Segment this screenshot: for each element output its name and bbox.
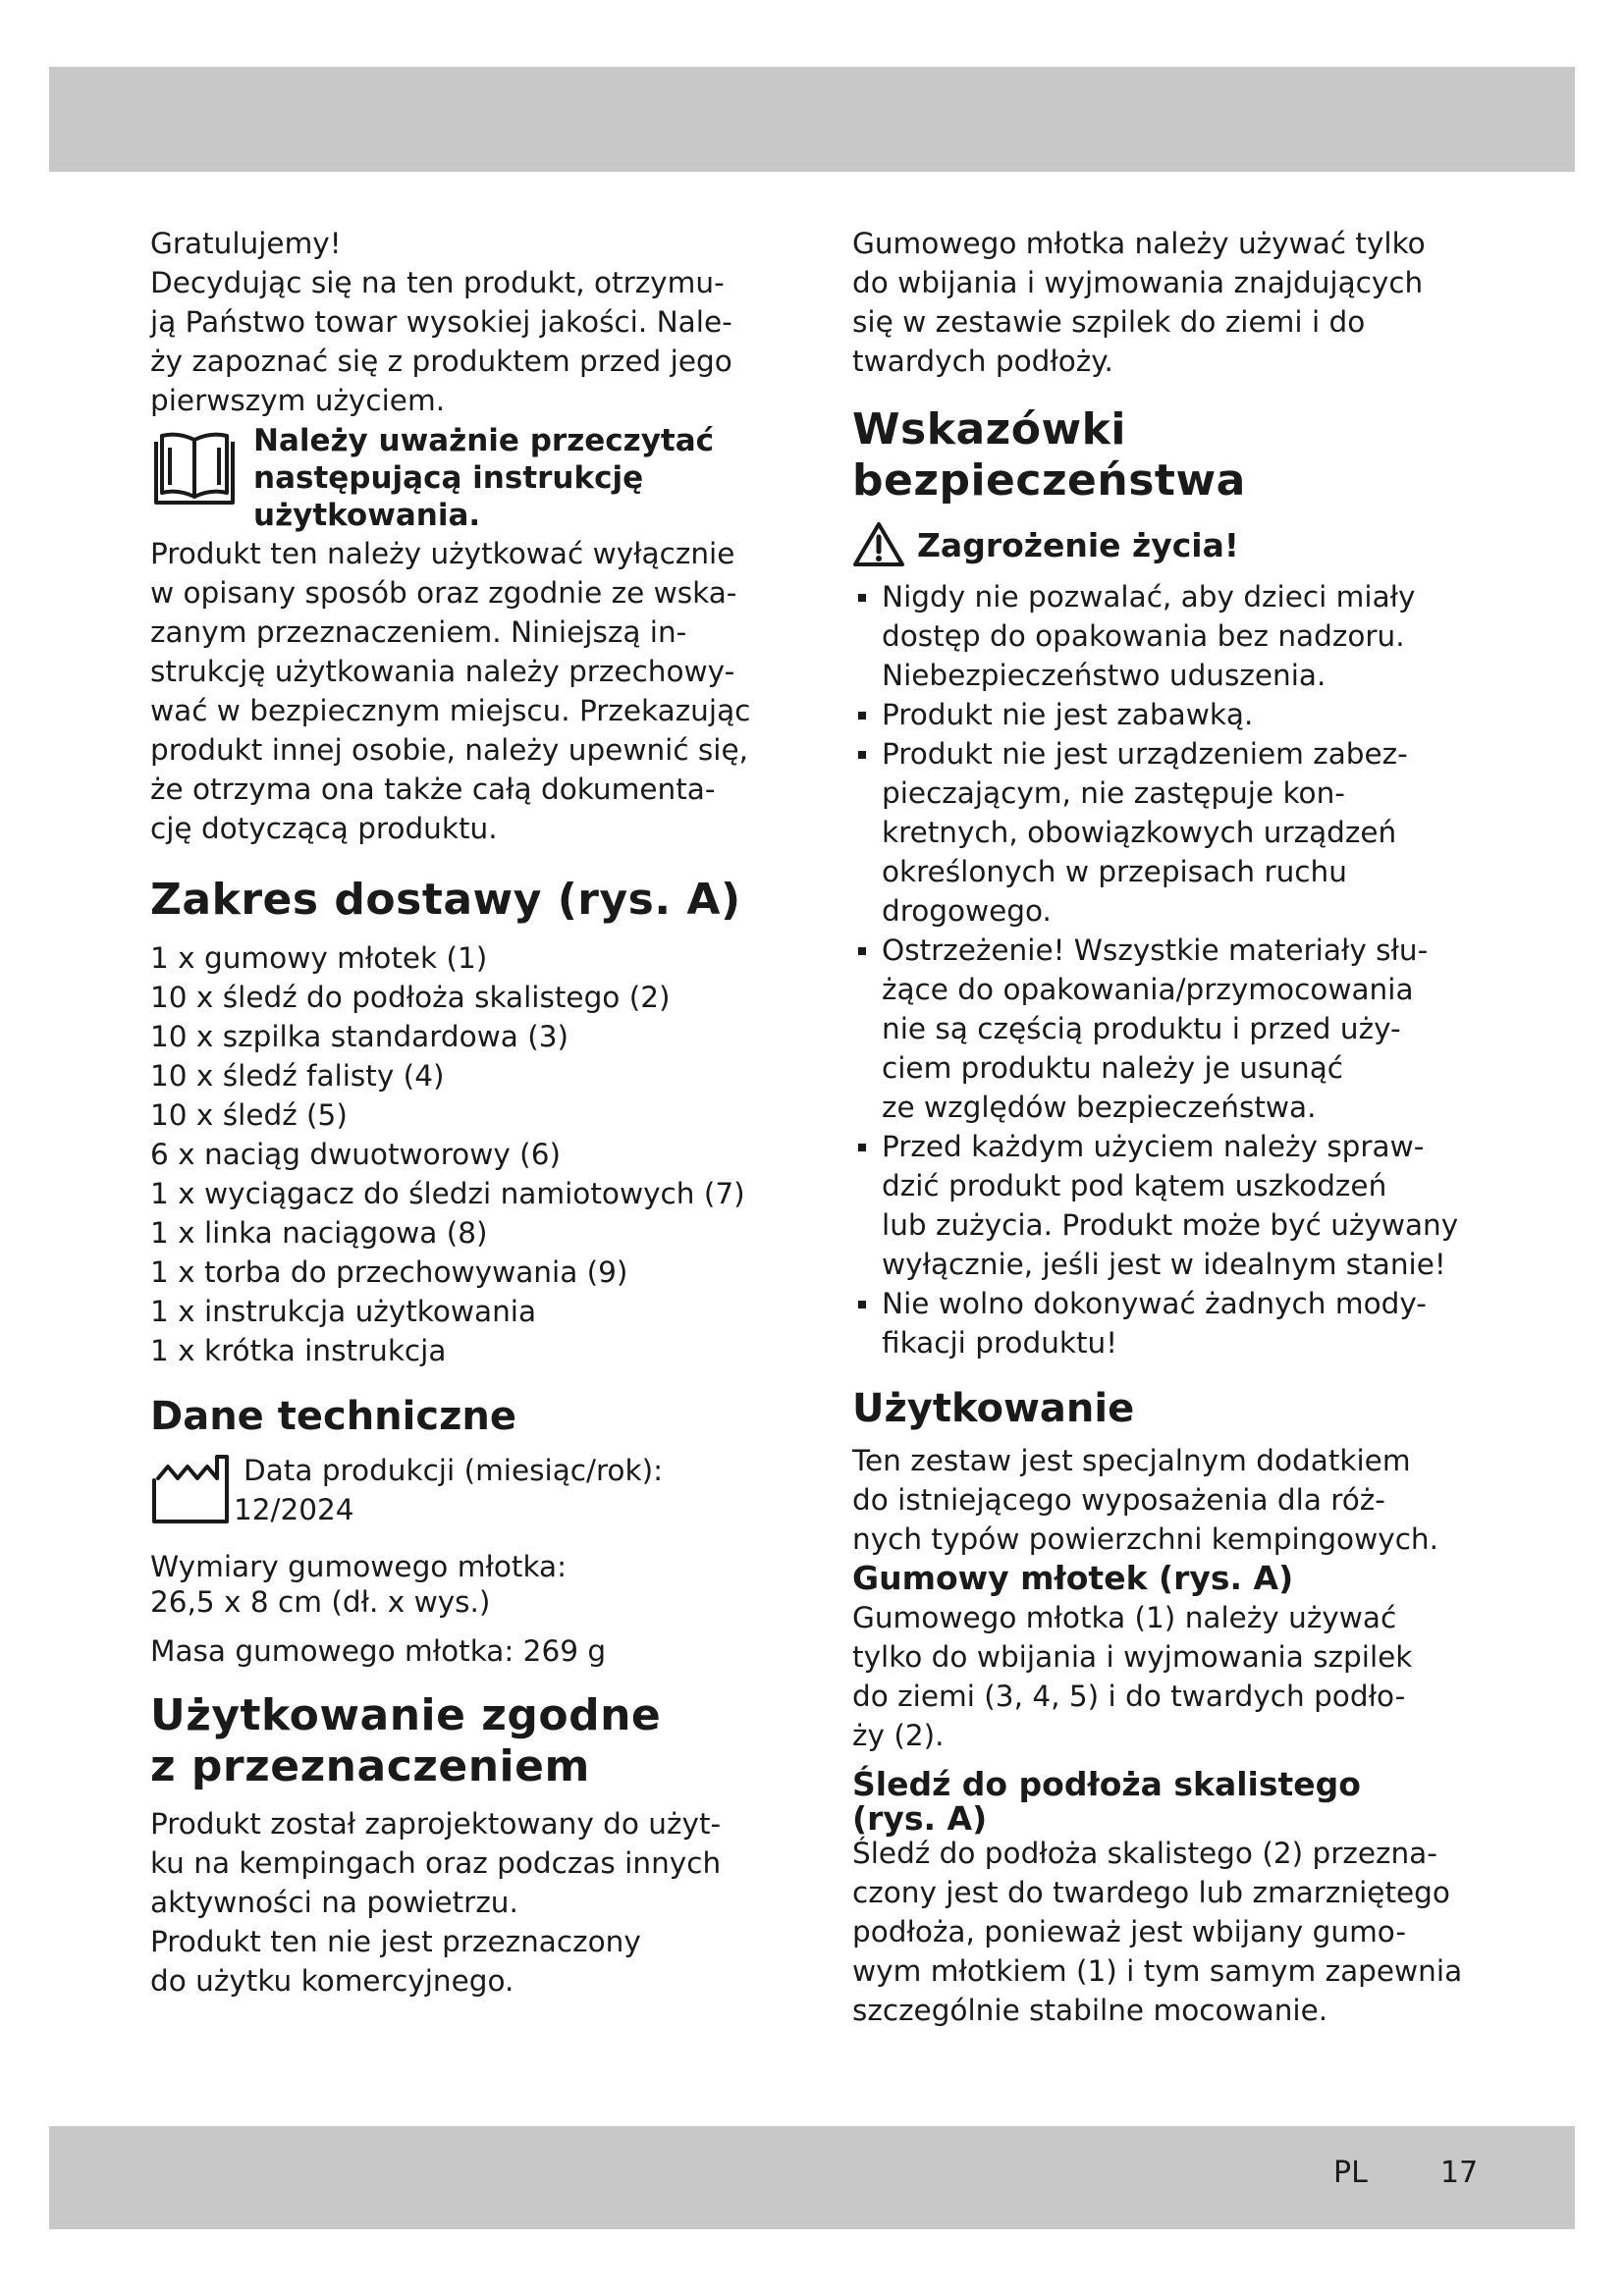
header-band [49, 67, 1575, 172]
list-item [852, 931, 1481, 1127]
text-line: kretnych, obowiązkowych urządzeń [882, 816, 1397, 849]
text-line: Produkt został zaprojektowany do użyt- [150, 1807, 722, 1841]
read-paragraph [150, 534, 788, 848]
footer-language: PL [1333, 2156, 1368, 2190]
production-date-label: Data produkcji (miesiąc/rok): [244, 1454, 664, 1487]
text-line: żące do opakowania/przymocowania [882, 973, 1414, 1006]
page-number: 17 [1440, 2156, 1479, 2190]
text-line: pieczającym, nie zastępuje kon- [882, 776, 1345, 810]
dimensions-label: Wymiary gumowego młotka: [150, 1550, 568, 1583]
scope-list [150, 938, 788, 1370]
heading-line: bezpieczeństwa [852, 455, 1246, 506]
text-line: dostęp do opakowania bez nadzoru. [882, 619, 1405, 653]
text-line: wać w bezpiecznym miejscu. Przekazując [150, 694, 751, 727]
list-item: 1 x wyciągacz do śledzi namiotowych (7) [150, 1177, 745, 1210]
list-item: 10 x szpilka standardowa (3) [150, 1020, 569, 1053]
text-line: aktywności na powietrzu. [150, 1886, 518, 1919]
text-line: że otrzyma ona także całą dokumenta- [150, 773, 716, 806]
list-item: 6 x naciąg dwuotworowy (6) [150, 1138, 561, 1171]
dimensions-value: 26,5 x 8 cm (dł. x wys.) [150, 1585, 491, 1619]
dimensions [150, 1549, 788, 1620]
text-line: produkt innej osobie, należy upewnić się, [150, 733, 749, 767]
hammer-paragraph [852, 1598, 1481, 1755]
intro-paragraph [150, 224, 788, 420]
list-item: 1 x torba do przechowywania (9) [150, 1255, 628, 1289]
scope-heading: Zakres dostawy (rys. A) [150, 875, 741, 925]
text-line: fikacji produktu! [882, 1326, 1118, 1360]
read-instructions-note [150, 422, 788, 534]
text-line: do wbijania i wyjmowania znajdujących [852, 266, 1424, 299]
list-item [852, 1127, 1481, 1284]
text-line: ży (2). [852, 1719, 945, 1752]
text-line: do ziemi (3, 4, 5) i do twardych podło- [852, 1680, 1406, 1713]
text-line: twardych podłoży. [852, 345, 1113, 378]
text-line: ciem produktu należy je usunąć [882, 1051, 1343, 1085]
usage-heading: Użytkowanie [852, 1386, 1135, 1431]
text-line: szczególnie stabilne mocowanie. [852, 1994, 1328, 2027]
list-item [852, 577, 1481, 695]
right-column [852, 224, 1481, 2030]
danger-title: Zagrożenie życia! [917, 526, 1239, 564]
text-line: do istniejącego wyposażenia dla róż- [852, 1483, 1385, 1517]
production-date [150, 1451, 788, 1539]
list-item: 1 x gumowy młotek (1) [150, 941, 488, 975]
intended-use-heading [150, 1690, 788, 1792]
text-line: Produkt ten należy użytkować wyłącznie [150, 537, 735, 570]
left-column [150, 224, 788, 2001]
intro-line: pierwszym użyciem. [150, 384, 446, 417]
heading-line: Śledź do podłoża skalistego [852, 1765, 1361, 1803]
text-line: Ten zestaw jest specjalnym dodatkiem [852, 1444, 1411, 1477]
list-item: 10 x śledź falisty (4) [150, 1059, 445, 1093]
book-icon [150, 428, 239, 514]
list-item: 10 x śledź (5) [150, 1098, 348, 1132]
list-item: 1 x instrukcja użytkowania [150, 1295, 537, 1328]
intro-line: ją Państwo towar wysokiej jakości. Nale- [150, 305, 732, 339]
text-line: lub zużycia. Produkt może być używany [882, 1208, 1459, 1242]
rock-peg-heading [852, 1765, 1481, 1838]
intended-use-paragraph [150, 1804, 788, 2001]
text-line: Produkt nie jest zabawką. [882, 698, 1254, 731]
text-line: tylko do wbijania i wyjmowania szpilek [852, 1640, 1413, 1674]
text-line: cję dotyczącą produktu. [150, 812, 498, 845]
list-item [852, 695, 1481, 734]
heading-line: z przeznaczeniem [150, 1741, 590, 1791]
text-line: wym młotkiem (1) i tym samym zapewnia [852, 1954, 1463, 1988]
right-top-paragraph [852, 224, 1481, 381]
mass: Masa gumowego młotka: 269 g [150, 1634, 607, 1668]
text-line: Nie wolno dokonywać żadnych mody- [882, 1287, 1427, 1320]
text-line: nych typów powierzchni kempingowych. [852, 1522, 1438, 1556]
text-line: Gumowego młotka należy używać tylko [852, 227, 1426, 260]
text-line: Niebezpieczeństwo uduszenia. [882, 659, 1326, 692]
text-line: Ostrzeżenie! Wszystkie materiały słu- [882, 934, 1429, 967]
text-line: ze względów bezpieczeństwa. [882, 1091, 1317, 1124]
danger-heading [852, 520, 1481, 571]
text-line: strukcję użytkowania należy przechowy- [150, 655, 735, 688]
text-line: w opisany sposób oraz zgodnie ze wska- [150, 576, 737, 610]
text-line: Nigdy nie pozwalać, aby dzieci miały [882, 580, 1416, 614]
hammer-heading: Gumowy młotek (rys. A) [852, 1559, 1294, 1597]
intro-line: ży zapoznać się z produktem przed jego [150, 345, 732, 378]
production-date-icon [150, 1451, 233, 1529]
list-item: 1 x krótka instrukcja [150, 1334, 447, 1367]
text-line: czony jest do twardego lub zmarzniętego [852, 1876, 1450, 1909]
heading-line: (rys. A) [852, 1799, 988, 1838]
text-line: dzić produkt pod kątem uszkodzeń [882, 1169, 1387, 1202]
intro-line: Decydując się na ten produkt, otrzymu- [150, 266, 725, 299]
production-date-value: 12/2024 [234, 1493, 354, 1526]
read-note-line: użytkowania. [253, 498, 481, 533]
read-note-line: Należy uważnie przeczytać [253, 423, 715, 458]
text-line: ku na kempingach oraz podczas innych [150, 1846, 722, 1880]
text-line: Gumowego młotka (1) należy używać [852, 1601, 1397, 1634]
text-line: zanym przeznaczeniem. Niniejszą in- [150, 615, 687, 649]
rock-peg-paragraph [852, 1834, 1481, 2030]
usage-paragraph [852, 1441, 1481, 1559]
text-line: wyłącznie, jeśli jest w idealnym stanie! [882, 1248, 1446, 1281]
tech-heading: Dane techniczne [150, 1394, 516, 1439]
text-line: drogowego. [882, 894, 1052, 928]
text-line: Śledź do podłoża skalistego (2) przezna- [852, 1837, 1437, 1870]
list-item: 1 x linka naciągowa (8) [150, 1216, 488, 1250]
text-line: Przed każdym użyciem należy spraw- [882, 1130, 1425, 1163]
safety-list [852, 577, 1481, 1362]
heading-line: Wskazówki [852, 404, 1127, 454]
list-item: 10 x śledź do podłoża skalistego (2) [150, 981, 671, 1014]
list-item [852, 1284, 1481, 1362]
list-item [852, 734, 1481, 931]
intro-line: Gratulujemy! [150, 227, 342, 260]
text-line: określonych w przepisach ruchu [882, 855, 1347, 888]
text-line: nie są częścią produktu i przed uży- [882, 1012, 1401, 1045]
text-line: Produkt nie jest urządzeniem zabez- [882, 737, 1408, 771]
text-line: podłoża, ponieważ jest wbijany gumo- [852, 1915, 1407, 1949]
text-line: Produkt ten nie jest przeznaczony [150, 1925, 641, 1958]
heading-line: Użytkowanie zgodne [150, 1690, 662, 1740]
warning-icon [852, 520, 905, 571]
text-line: do użytku komercyjnego. [150, 1964, 514, 1998]
safety-heading [852, 404, 1481, 507]
text-line: się w zestawie szpilek do ziemi i do [852, 305, 1366, 339]
read-note-line: następującą instrukcję [253, 460, 644, 496]
